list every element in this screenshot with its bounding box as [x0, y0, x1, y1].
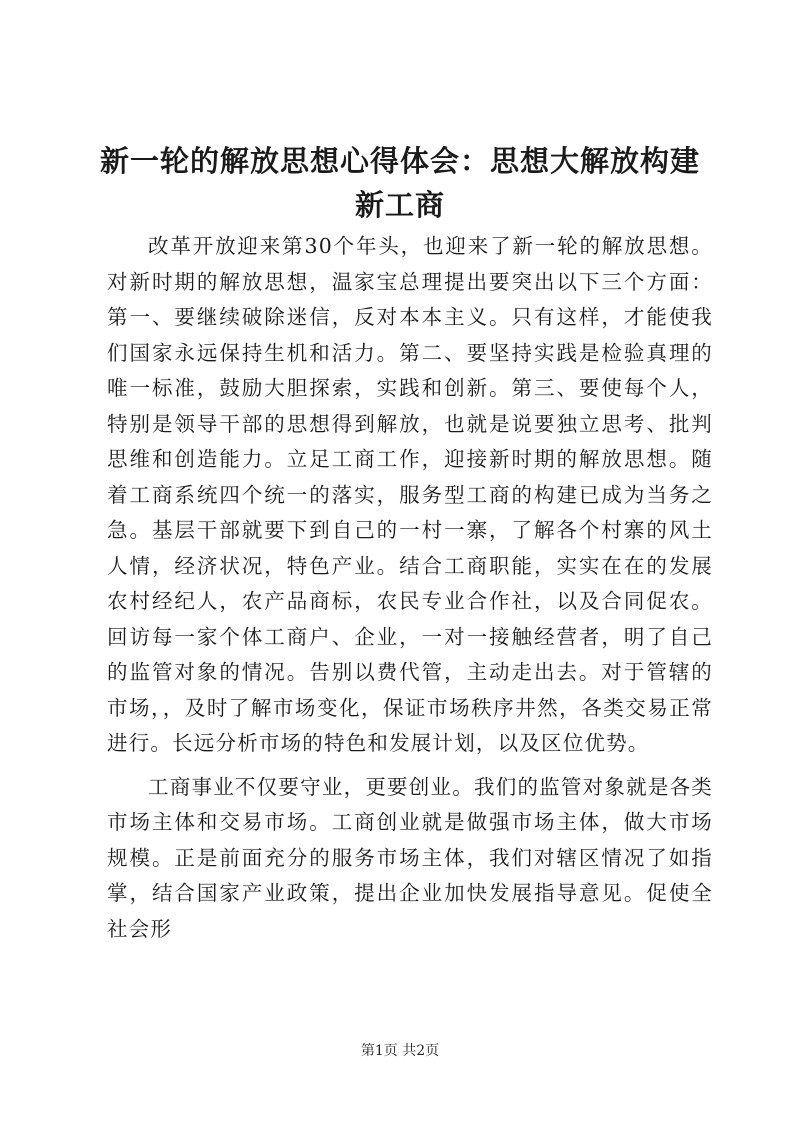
body-paragraph-1: 改革开放迎来第30个年头，也迎来了新一轮的解放思想。对新时期的解放思想，温家宝总理提出要突出以下三个方面：第一、要继续破除迷信，反对本本主义。只有这样，才能使我们国家永远保持生机和活力。第二、要坚持实践是检验真理的唯一标准，鼓励大胆探索，实践和创新。第三、要使每个人，特别是领导干部的思想得到解放，也就是说要独立思考、批判思维和创造能力。立足工商工作，迎接新时期的解放思想。随着工商系统四个统一的落实，服务型工商的构建已成为当务之急。基层干部就要下到自己的一村一寨，了解各个村寨的风土人情，经济状况，特色产业。结合工商职能，实实在在的发展农村经纪人，农产品商标，农民专业合作社，以及合同促农。回访每一家个体工商户、企业，一对一接触经营者，明了自己的监管对象的情况。告别以费代管，主动走出去。对于管辖的市场，，及时了解市场变化，保证市场秩序井然，各类交易正常进行。长远分析市场的特色和发展计划，以及区位优势。 — [107, 234, 713, 755]
document-body — [107, 229, 713, 947]
document-title: 新一轮的解放思想心得体会：思想大解放构建新工商 — [99, 144, 700, 222]
page-number-footer: 第1页 共2页 — [360, 1043, 440, 1059]
body-paragraph-2: 工商事业不仅要守业，更要创业。我们的监管对象就是各类市场主体和交易市场。工商创业就是做强市场主体，做大市场规模。正是前面充分的服务市场主体，我们对辖区情况了如指掌，结合国家产业政策，提出企业加快发展指导意见。促使全社会形 — [107, 774, 713, 941]
